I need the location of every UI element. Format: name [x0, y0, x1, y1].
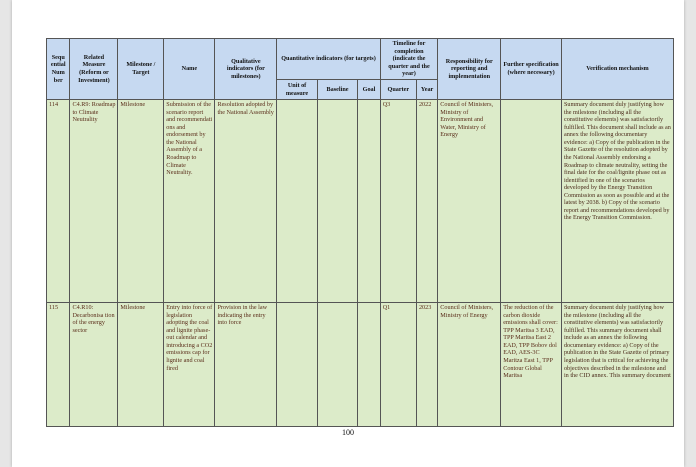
row-goal — [358, 303, 380, 427]
row-type: Milestone — [118, 100, 164, 303]
header-quarter: Quarter — [380, 80, 416, 100]
milestones-table — [46, 38, 674, 427]
row-qualitative: Provision in the law indicating the entry into force — [215, 303, 277, 427]
header-baseline: Baseline — [317, 80, 358, 100]
row-baseline — [317, 303, 358, 427]
row-measure: C4.R10: Decarbonisa tion of the energy sector — [70, 303, 118, 427]
row-seq: 114 — [47, 100, 70, 303]
row-qualitative: Resolution adopted by the National Assembly — [215, 100, 277, 303]
row-year: 2023 — [416, 303, 437, 427]
row-responsibility: Council of Ministers, Ministry of Environment and Water, Ministry of Energy — [438, 100, 501, 303]
row-verification: Summary document duly justifying how the milestone (including all the constitutive elements) was satisfactorily fulfilled. This summary document shall include as an annex the following documentary evidence: a) Copy of the publication in the State Gazette of primary legislation that is critical for achieving the objectives described in the milestone and in the CID annex. This summary document — [561, 303, 673, 427]
header-milestone-target: Milestone / Target — [118, 39, 164, 100]
row-seq: 115 — [47, 303, 70, 427]
document-page — [12, 0, 684, 467]
header-timeline: Timeline for completion (indicate the quarter and the year) — [380, 39, 438, 80]
row-verification: Summary document duly justifying how the milestone (including all the constitutive elements) was satisfactorily fulfilled. This document shall include as an annex the following documentary evidence: a) Copy of the publication in the State Gazette of the resolution adopted by the National Assembly endorsing a Roadmap to climate neutrality, setting the final date for the coal/lignite phase out as identified in one of the scenarios developed by the Energy Transition Commission as soon as possible and at the latest by 2038. b) Copy of the scenario report and recommendations developed by the Energy Transition Commission. — [561, 100, 673, 303]
row-quarter: Q3 — [380, 100, 416, 303]
row-unit — [277, 100, 318, 303]
row-further — [501, 100, 562, 303]
row-name: Submission of the scenario report and recommendati ons and endorsement by the National Assembly of a Roadmap to Climate Neutrality. — [164, 100, 215, 303]
header-measure: Related Measure (Reform or Investment) — [70, 39, 118, 100]
row-type: Milestone — [118, 303, 164, 427]
row-baseline — [317, 100, 358, 303]
table-row — [47, 303, 674, 427]
table-row — [47, 100, 674, 303]
header-further: Further specification (where necessary) — [501, 39, 562, 100]
row-name: Entry into force of legislation adopting the coal and lignite phase-out calendar and introducing a CO2 emissions cap for lignite and coal fired — [164, 303, 215, 427]
header-qualitative: Qualitative indicators (for milestones) — [215, 39, 277, 100]
row-unit — [277, 303, 318, 427]
header-unit: Unit of measure — [277, 80, 318, 100]
header-goal: Goal — [358, 80, 380, 100]
page-number: 100 — [342, 428, 354, 437]
header-name: Name — [164, 39, 215, 100]
row-measure: C4.R9: Roadmap to Climate Neutrality — [70, 100, 118, 303]
row-quarter: Q1 — [380, 303, 416, 427]
header-seq: Sequ ential Num ber — [47, 39, 70, 100]
row-year: 2022 — [416, 100, 437, 303]
header-verification: Verification mechanism — [561, 39, 673, 100]
row-further: The reduction of the carbon dioxide emissions shall cover: TPP Maritsa 3 EAD, TPP Maritsa East 2 EAD, TPP Bobov dol EAD, AES-3C Maritza East 1, TPP Contour Global Maritsa — [501, 303, 562, 427]
header-responsibility: Responsibility for reporting and implementation — [438, 39, 501, 100]
header-quantitative: Quantitative indicators (for targets) — [277, 39, 380, 80]
header-year: Year — [416, 80, 437, 100]
row-goal — [358, 100, 380, 303]
row-responsibility: Council of Ministers, Ministry of Energy — [438, 303, 501, 427]
